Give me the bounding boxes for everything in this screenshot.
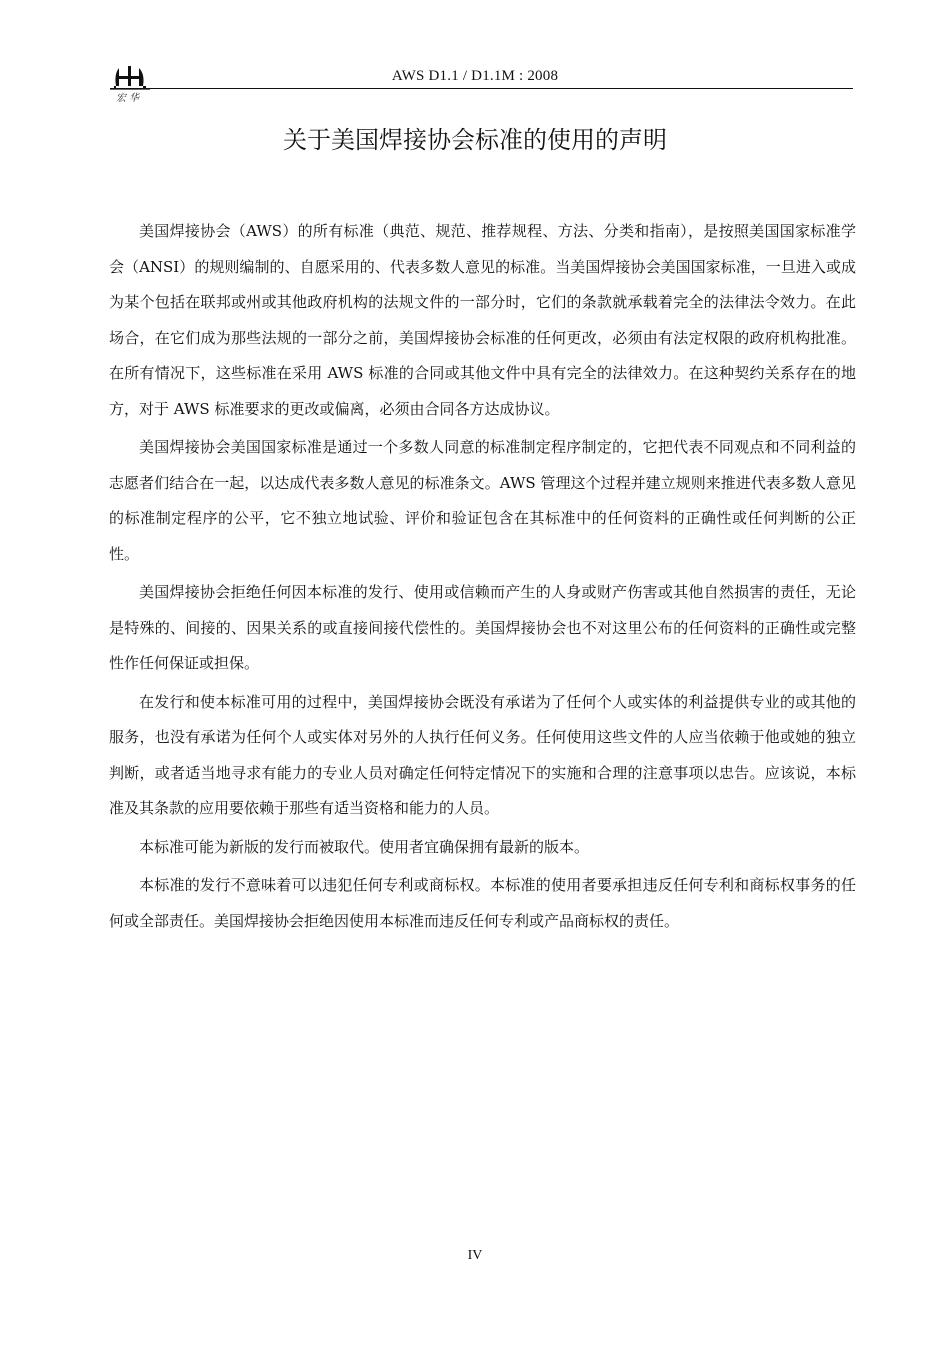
paragraph: 美国焊接协会美国国家标准是通过一个多数人同意的标准制定程序制定的，它把代表不同观点和不同利益的志愿者们结合在一起，以达成代表多数人意见的标准条文。AWS 管理这个过程并建立规则来推进代表多数人意见的标准制定程序的公平，它不独立地试验、评价和验证包含在其标准中的任何资料的正确性或任何判断的公正性。: [109, 438, 856, 563]
document-code: AWS D1.1 / D1.1M : 2008: [391, 68, 559, 84]
page-title: 关于美国焊接协会标准的使用的声明: [283, 126, 667, 154]
logo-caption: 宏华: [116, 93, 142, 104]
paragraph: 本标准的发行不意味着可以违犯任何专利或商标权。本标准的使用者要承担违反任何专利和商标权事务的任何或全部责任。美国焊接协会拒绝因使用本标准而违反任何专利或产品商标权的责任。: [109, 876, 856, 930]
page-number: IV: [467, 1248, 483, 1263]
paragraph: 美国焊接协会（AWS）的所有标准（典范、规范、推荐规程、方法、分类和指南），是按照美国国家标准学会（ANSI）的规则编制的、自愿采用的、代表多数人意见的标准。当美国焊接协会美国国家标准，一旦进入或成为某个包括在联邦或州或其他政府机构的法规文件的一部分时，它们的条款就承载着完全的法律法令效力。在此场合，在它们成为那些法规的一部分之前，美国焊接协会标准的任何更改，必须由有法定权限的政府机构批准。在所有情况下，这些标准在采用 AWS 标准的合同或其他文件中具有完全的法律效力。在这种契约关系存在的地方，对于 AWS 标准要求的更改或偏离，必须由合同各方达成协议。: [109, 222, 856, 418]
statement-body: [109, 214, 856, 942]
paragraph: 美国焊接协会拒绝任何因本标准的发行、使用或信赖而产生的人身或财产伤害或其他自然损害的责任，无论是特殊的、间接的、因果关系的或直接间接代偿性的。美国焊接协会也不对这里公布的任何资料的正确性或完整性作任何保证或担保。: [109, 583, 856, 672]
paragraph: 在发行和使本标准可用的过程中，美国焊接协会既没有承诺为了任何个人或实体的利益提供专业的或其他的服务，也没有承诺为任何个人或实体对另外的人执行任何义务。任何使用这些文件的人应当依赖于他或她的独立判断，或者适当地寻求有能力的专业人员对确定任何特定情况下的实施和合理的注意事项以忠告。应该说，本标准及其条款的应用要依赖于那些有适当资格和能力的人员。: [109, 692, 856, 817]
header-divider: [148, 88, 853, 89]
paragraph: 本标准可能为新版的发行而被取代。使用者宜确保拥有最新的版本。: [139, 837, 590, 856]
